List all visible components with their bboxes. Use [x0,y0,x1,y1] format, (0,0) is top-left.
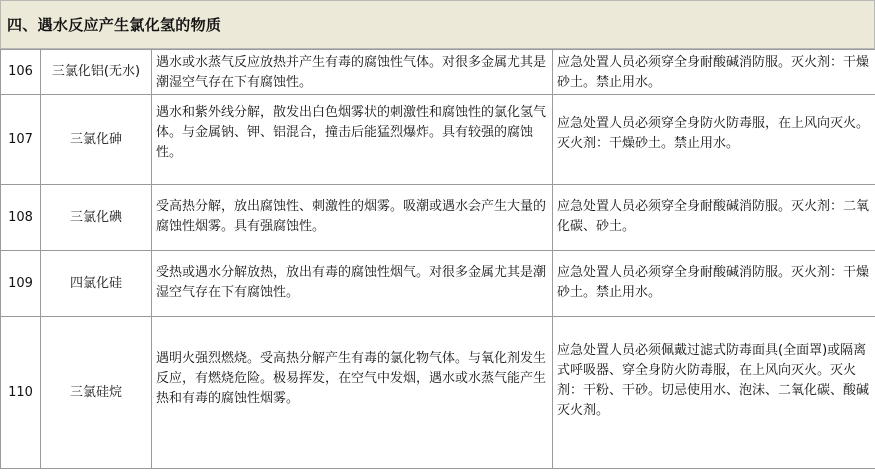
row-number: 106 [1,50,41,95]
table-row [1,50,875,95]
substance-name: 三氯化碘 [41,185,152,251]
row-number: 108 [1,185,41,251]
hazard-description: 受高热分解，放出腐蚀性、刺激性的烟雾。吸潮或遇水会产生大量的腐蚀性烟雾。具有强腐蚀性。 [152,185,553,251]
emergency-response: 应急处置人员必须穿全身耐酸碱消防服。灭火剂：干燥砂土。禁止用水。 [553,50,875,95]
hazard-description: 受热或遇水分解放热，放出有毒的腐蚀性烟气。对很多金属尤其是潮湿空气存在下有腐蚀性。 [152,251,553,317]
row-number: 110 [1,317,41,469]
hazard-description: 遇水和紫外线分解，散发出白色烟雾状的刺激性和腐蚀性的氯化氢气体。与金属钠、钾、铝混合，撞击后能猛烈爆炸。具有较强的腐蚀性。 [152,95,553,185]
substance-name: 四氯化硅 [41,251,152,317]
emergency-response: 应急处置人员必须穿全身耐酸碱消防服。灭火剂：干燥砂土。禁止用水。 [553,251,875,317]
table-row [1,185,875,251]
hazard-description: 遇明火强烈燃烧。受高热分解产生有毒的氯化物气体。与氧化剂发生反应，有燃烧危险。极易挥发，在空气中发烟，遇水或水蒸气能产生热和有毒的腐蚀性烟雾。 [152,317,553,469]
section-title: 四、遇水反应产生氯化氢的物质 [7,16,222,34]
substance-name: 三氯化砷 [41,95,152,185]
table-row [1,317,875,469]
section-header [0,0,875,49]
table-row [1,95,875,185]
row-number: 109 [1,251,41,317]
hazard-table [0,49,875,469]
emergency-response: 应急处置人员必须穿全身防火防毒服，在上风向灭火。灭火剂：干燥砂土。禁止用水。 [553,95,875,185]
emergency-response: 应急处置人员必须穿全身耐酸碱消防服。灭火剂：二氧化碳、砂土。 [553,185,875,251]
row-number: 107 [1,95,41,185]
substance-name: 三氯化铝(无水) [41,50,152,95]
table-row [1,251,875,317]
emergency-response: 应急处置人员必须佩戴过滤式防毒面具(全面罩)或隔离式呼吸器、穿全身防火防毒服，在上风向灭火。灭火剂：干粉、干砂。切忌使用水、泡沫、二氧化碳、酸碱灭火剂。 [553,317,875,469]
substance-name: 三氯硅烷 [41,317,152,469]
hazard-description: 遇水或水蒸气反应放热并产生有毒的腐蚀性气体。对很多金属尤其是潮湿空气存在下有腐蚀性。 [152,50,553,95]
